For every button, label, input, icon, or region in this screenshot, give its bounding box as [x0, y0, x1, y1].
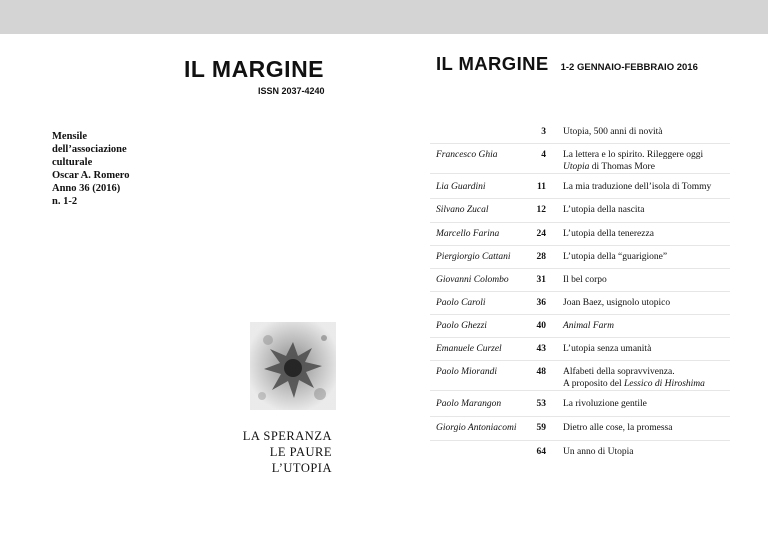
description-line: Anno 36 (2016)	[52, 183, 121, 194]
toc-page-number: 36	[536, 298, 546, 308]
toc-title: Animal Farm	[563, 321, 614, 331]
toc-page-number: 11	[537, 182, 546, 192]
cover-splash-illustration	[250, 322, 336, 410]
toc-title	[563, 366, 705, 390]
toc-author: Lia Guardini	[436, 182, 486, 192]
issue-header	[436, 53, 698, 75]
toc-title: La rivoluzione gentile	[563, 399, 647, 409]
toc-title: L’utopia della “guarigione”	[563, 252, 668, 262]
toc-title: Un anno di Utopia	[563, 447, 634, 457]
toc-divider	[430, 173, 730, 174]
toc-author: Paolo Miorandi	[436, 367, 497, 377]
toc-page-number: 48	[536, 367, 546, 377]
toc-author: Paolo Ghezzi	[436, 321, 487, 331]
description-line: Mensile	[52, 131, 87, 142]
toc-author: Paolo Marangon	[436, 399, 502, 409]
toc-divider	[430, 360, 730, 361]
toc-author: Piergiorgio Cattani	[436, 252, 511, 262]
toc-divider	[430, 314, 730, 315]
toc-divider	[430, 143, 730, 144]
toc-author: Giorgio Antoniacomi	[436, 423, 517, 433]
toc-title: Dietro alle cose, la promessa	[563, 423, 673, 433]
description-line: n. 1-2	[52, 196, 78, 207]
caption-line: L’UTOPIA	[271, 461, 332, 475]
toc-divider	[430, 337, 730, 338]
cover-caption	[230, 428, 332, 476]
toc-divider	[430, 268, 730, 269]
toc-author: Giovanni Colombo	[436, 275, 509, 285]
toc-title-italic: Lessico di Hiroshima	[623, 379, 705, 389]
cover-image	[250, 322, 336, 410]
toc-title-line: Alfabeti della sopravvivenza.	[563, 367, 675, 377]
toc-title: Il bel corpo	[563, 275, 607, 285]
toc-title-italic: Utopia	[563, 162, 590, 172]
toc-divider	[430, 440, 730, 441]
toc-title: L’utopia senza umanità	[563, 344, 652, 354]
toc-title-rest: di Thomas More	[589, 162, 655, 172]
issn-label: ISSN 2037-4240	[258, 86, 325, 96]
description-line: Oscar A. Romero	[52, 170, 130, 181]
toc-page-number: 28	[536, 252, 546, 262]
masthead-title: IL MARGINE	[184, 56, 325, 82]
magazine-title: IL MARGINE	[436, 53, 549, 74]
toc-title: L’utopia della nascita	[563, 205, 645, 215]
toc-title: L’utopia della tenerezza	[563, 229, 654, 239]
window-top-bar	[0, 0, 768, 34]
caption-line: LE PAURE	[269, 445, 332, 459]
issue-date: 1-2 GENNAIO-FEBBRAIO 2016	[560, 62, 698, 73]
toc-title: La mia traduzione dell’isola di Tommy	[563, 182, 712, 192]
toc-page-number: 53	[536, 399, 546, 409]
description-line: dell’associazione	[52, 144, 127, 155]
masthead-description	[52, 130, 162, 208]
toc-page-number: 3	[541, 127, 546, 137]
toc-page-number: 12	[536, 205, 546, 215]
toc-page-number: 43	[536, 344, 546, 354]
toc-author: Emanuele Curzel	[436, 344, 502, 354]
toc-divider	[430, 245, 730, 246]
description-line: culturale	[52, 157, 93, 168]
toc-title	[563, 149, 703, 173]
toc-page-number: 64	[536, 447, 546, 457]
toc-divider	[430, 222, 730, 223]
caption-line: LA SPERANZA	[242, 429, 332, 443]
toc-divider	[430, 291, 730, 292]
toc-divider	[430, 416, 730, 417]
toc-author: Silvano Zucal	[436, 205, 489, 215]
toc-author: Francesco Ghia	[436, 150, 498, 160]
toc-title-prefix: A proposito del	[563, 379, 624, 389]
toc-page-number: 24	[536, 229, 546, 239]
toc-page-number: 31	[536, 275, 546, 285]
toc-title: Utopia, 500 anni di novità	[563, 127, 663, 137]
toc-title-line: La lettera e lo spirito. Rileggere oggi	[563, 150, 704, 160]
toc-divider	[430, 390, 730, 391]
toc-page-number: 40	[536, 321, 546, 331]
toc-title: Joan Baez, usignolo utopico	[563, 298, 671, 308]
toc-page-number: 59	[536, 423, 546, 433]
toc-page-number: 4	[541, 150, 546, 160]
toc-author: Marcello Farina	[436, 229, 500, 239]
toc-author: Paolo Caroli	[436, 298, 486, 308]
toc-divider	[430, 198, 730, 199]
